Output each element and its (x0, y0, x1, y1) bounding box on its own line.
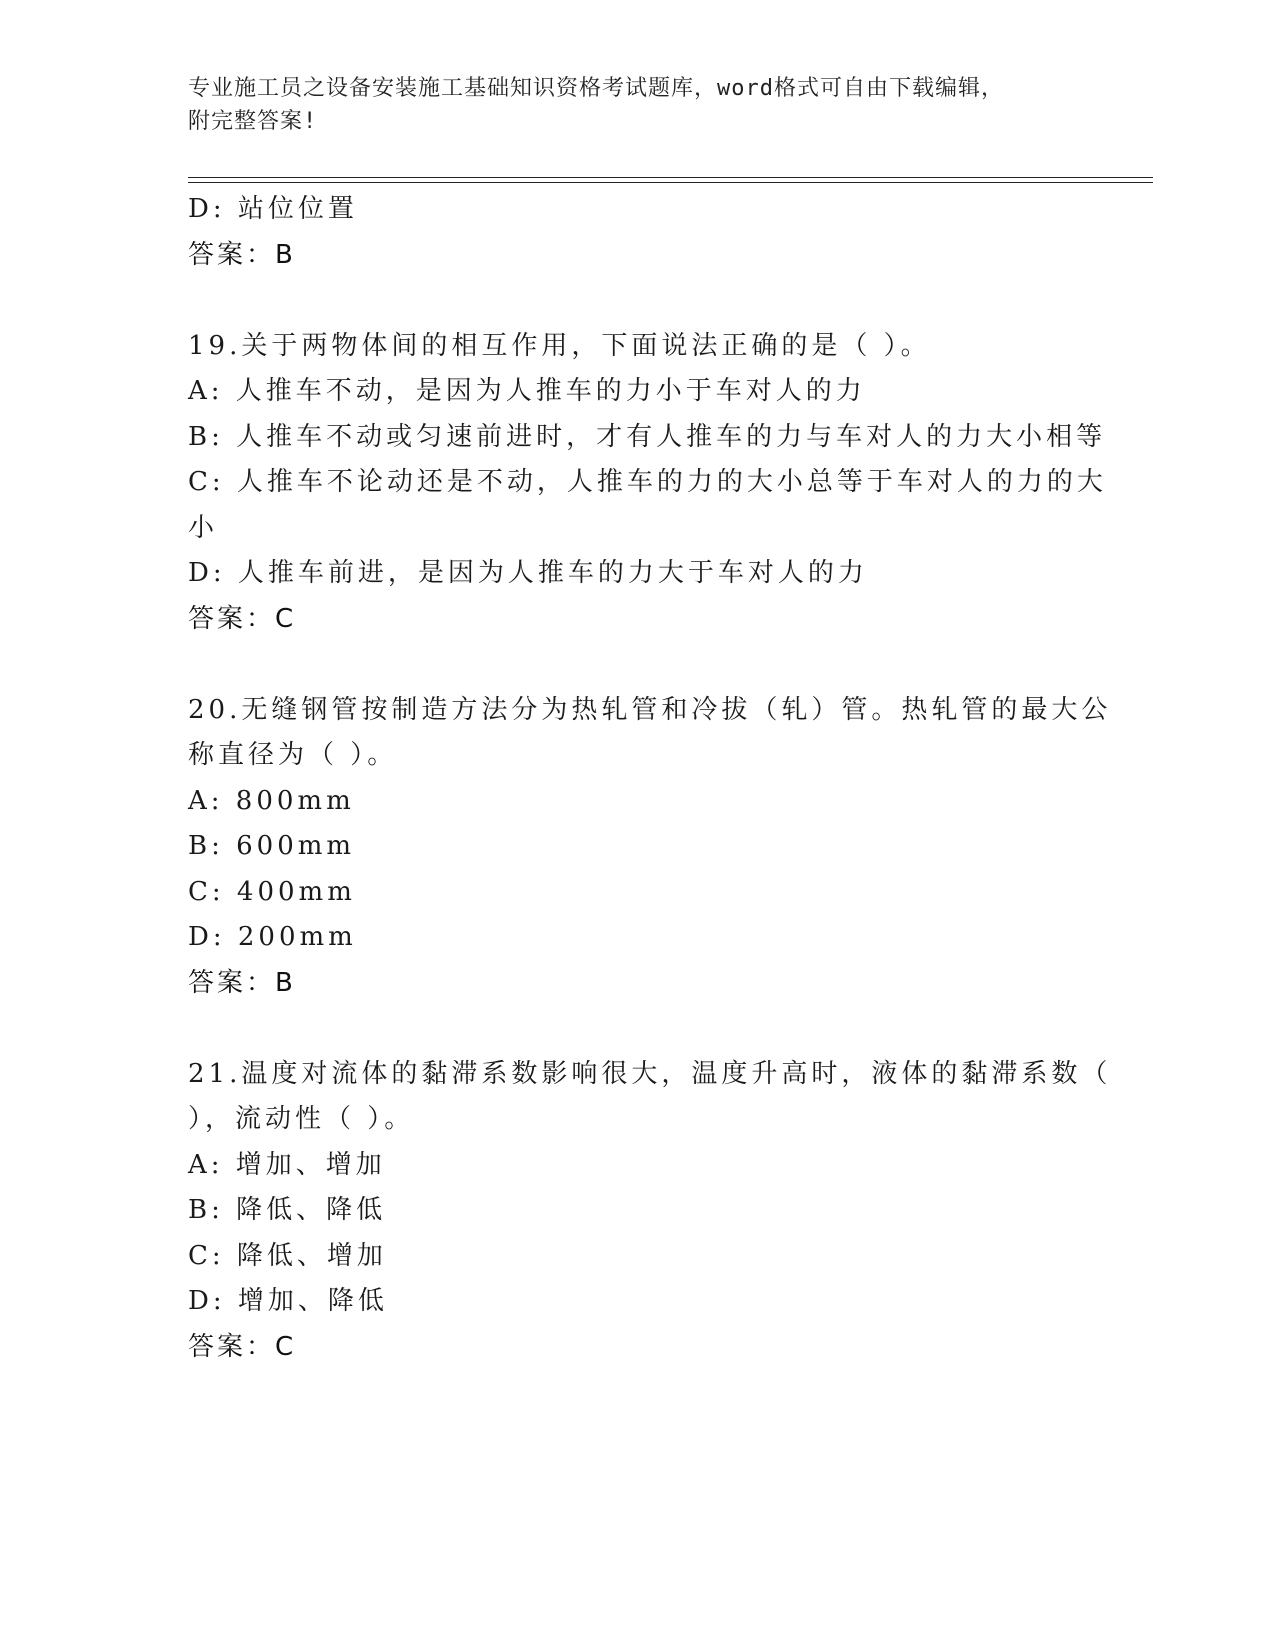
q20-option-a: A: 800mm (188, 785, 355, 816)
q20-answer: 答案：B (188, 967, 296, 998)
question-21 (188, 1052, 1112, 1371)
spacer (188, 642, 1068, 688)
q19-option-c-line-1: C: 人推车不论动还是不动，人推车的力的大小总等于车对人的力的大 (188, 467, 1107, 497)
q20-option-b: B: 600mm (188, 831, 356, 861)
q20-stem-line-1: 20.无缝钢管按制造方法分为热轧管和冷拔（轧）管。热轧管的最大公 (188, 694, 1112, 725)
q19-answer: 答案：C (188, 603, 297, 634)
q19-option-d: D: 人推车前进，是因为人推车的力大于车对人的力 (188, 558, 868, 588)
question-20 (188, 688, 1112, 1007)
q19-option-b: B: 人推车不动或匀速前进时，才有人推车的力与车对人的力大小相等 (188, 421, 1107, 452)
q19-option-a: A: 人推车不动，是因为人推车的力小于车对人的力 (188, 376, 866, 406)
q20-option-d: D: 200mm (188, 922, 357, 952)
header-divider-top (188, 177, 1153, 178)
q19-stem: 19.关于两物体间的相互作用，下面说法正确的是（ ）。 (188, 330, 931, 361)
q21-option-b: B: 降低、降低 (188, 1195, 387, 1225)
header-line-2: 附完整答案! (188, 109, 318, 134)
question-list (188, 187, 1112, 1370)
header-divider-bottom (188, 182, 1153, 183)
question-18-tail (188, 187, 1068, 278)
q21-option-a: A: 增加、增加 (188, 1149, 386, 1180)
q21-stem-line-1: 21.温度对流体的黏滞系数影响很大，温度升高时，液体的黏滞系数（ (188, 1058, 1112, 1089)
q20-option-c: C: 400mm (188, 876, 356, 907)
q21-stem-line-2: ），流动性（ ）。 (188, 1104, 415, 1134)
q19-option-c-line-2: 小 (188, 512, 219, 543)
q20-stem-line-2: 称直径为（ ）。 (188, 740, 398, 770)
header-line-1: 专业施工员之设备安装施工基础知识资格考试题库，word格式可自由下载编辑， (188, 76, 1004, 101)
spacer (188, 1006, 1068, 1052)
q21-option-c: C: 降低、增加 (188, 1240, 387, 1271)
q21-option-d: D: 增加、降低 (188, 1286, 388, 1316)
q21-answer: 答案：C (188, 1331, 297, 1362)
q18-option-d: D: 站位位置 (188, 194, 358, 224)
spacer (188, 278, 1068, 324)
document-header (188, 72, 1088, 138)
q18-answer: 答案：B (188, 239, 296, 270)
question-19 (188, 324, 1107, 643)
